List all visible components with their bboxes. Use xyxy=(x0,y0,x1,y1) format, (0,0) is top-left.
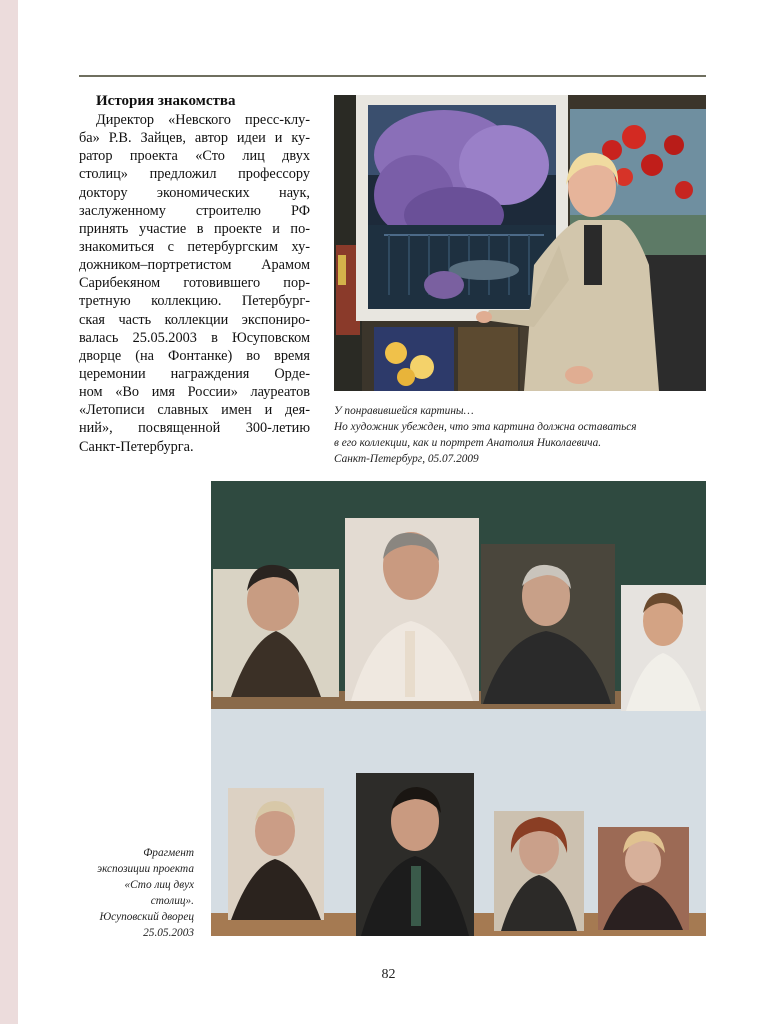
text-line: столиц» предложил профессору xyxy=(79,166,310,183)
portrait-canvas xyxy=(213,565,339,697)
text-line: ба» Р.В. Зайцев, автор идеи и ку- xyxy=(79,130,310,147)
portrait-canvas xyxy=(356,773,474,936)
section-title: История знакомства xyxy=(96,93,236,109)
page-number: 82 xyxy=(381,967,396,982)
text-line: церемонии награждения Орде- xyxy=(79,365,310,382)
text-line: ская часть коллекции экспониро- xyxy=(79,311,310,328)
caption-line: Фрагмент xyxy=(143,847,194,859)
portrait-canvas xyxy=(494,811,584,931)
caption-line: Санкт-Петербург, 05.07.2009 xyxy=(334,453,479,465)
portrait-canvas xyxy=(481,544,615,704)
caption-line: Юсуповский дворец xyxy=(99,911,194,923)
text-line: заслуженному строителю РФ xyxy=(79,202,310,219)
caption-line: У понравившейся картины… xyxy=(334,405,474,417)
caption-line: столиц». xyxy=(150,895,194,907)
portrait-canvas xyxy=(598,827,689,930)
text-line: Сарибекяном готовившего пор- xyxy=(79,275,310,292)
page-margin-strip xyxy=(0,0,18,1024)
text-line: ном «Во имя России» лауреатов xyxy=(79,384,310,401)
body-paragraph xyxy=(79,111,310,456)
text-line: доктору экономических наук, xyxy=(79,184,310,201)
photo-artist-with-painting xyxy=(334,95,706,391)
portrait-canvas xyxy=(228,788,324,920)
text-line: Санкт-Петербурга. xyxy=(79,438,194,455)
header-rule xyxy=(79,75,706,77)
portrait-canvas xyxy=(345,518,479,701)
caption-line: экспозиции проекта xyxy=(97,863,194,875)
text-line: ний», посвященной 300-летию xyxy=(79,420,310,437)
text-line: «Летописи славных имен и дея- xyxy=(79,402,310,419)
photo-bottom-caption xyxy=(70,845,194,941)
text-line: знакомиться с петербургским ху- xyxy=(79,238,310,255)
photo-top-caption xyxy=(334,403,714,467)
caption-line: «Сто лиц двух xyxy=(124,879,194,891)
text-line: принять участие в проекте и по- xyxy=(79,220,310,237)
text-line: ратор проекта «Сто лиц двух xyxy=(79,148,310,165)
text-line: дворце (на Фонтанке) во время xyxy=(79,347,310,364)
text-line: дожником–портретистом Арамом xyxy=(79,257,310,274)
caption-line: Но художник убежден, что эта картина должна оставаться xyxy=(334,421,637,433)
portrait-canvas xyxy=(621,585,706,711)
caption-line: в его коллекции, как и портрет Анатолия Николаевича. xyxy=(334,437,602,449)
text-line: валась 25.05.2003 в Юсуповском xyxy=(79,329,310,346)
photo-portrait-exhibition xyxy=(211,481,706,936)
text-line: третную коллекцию. Петербург- xyxy=(79,293,310,310)
text-line: Директор «Невского пресс-клу- xyxy=(96,112,310,128)
caption-line: 25.05.2003 xyxy=(143,927,194,939)
